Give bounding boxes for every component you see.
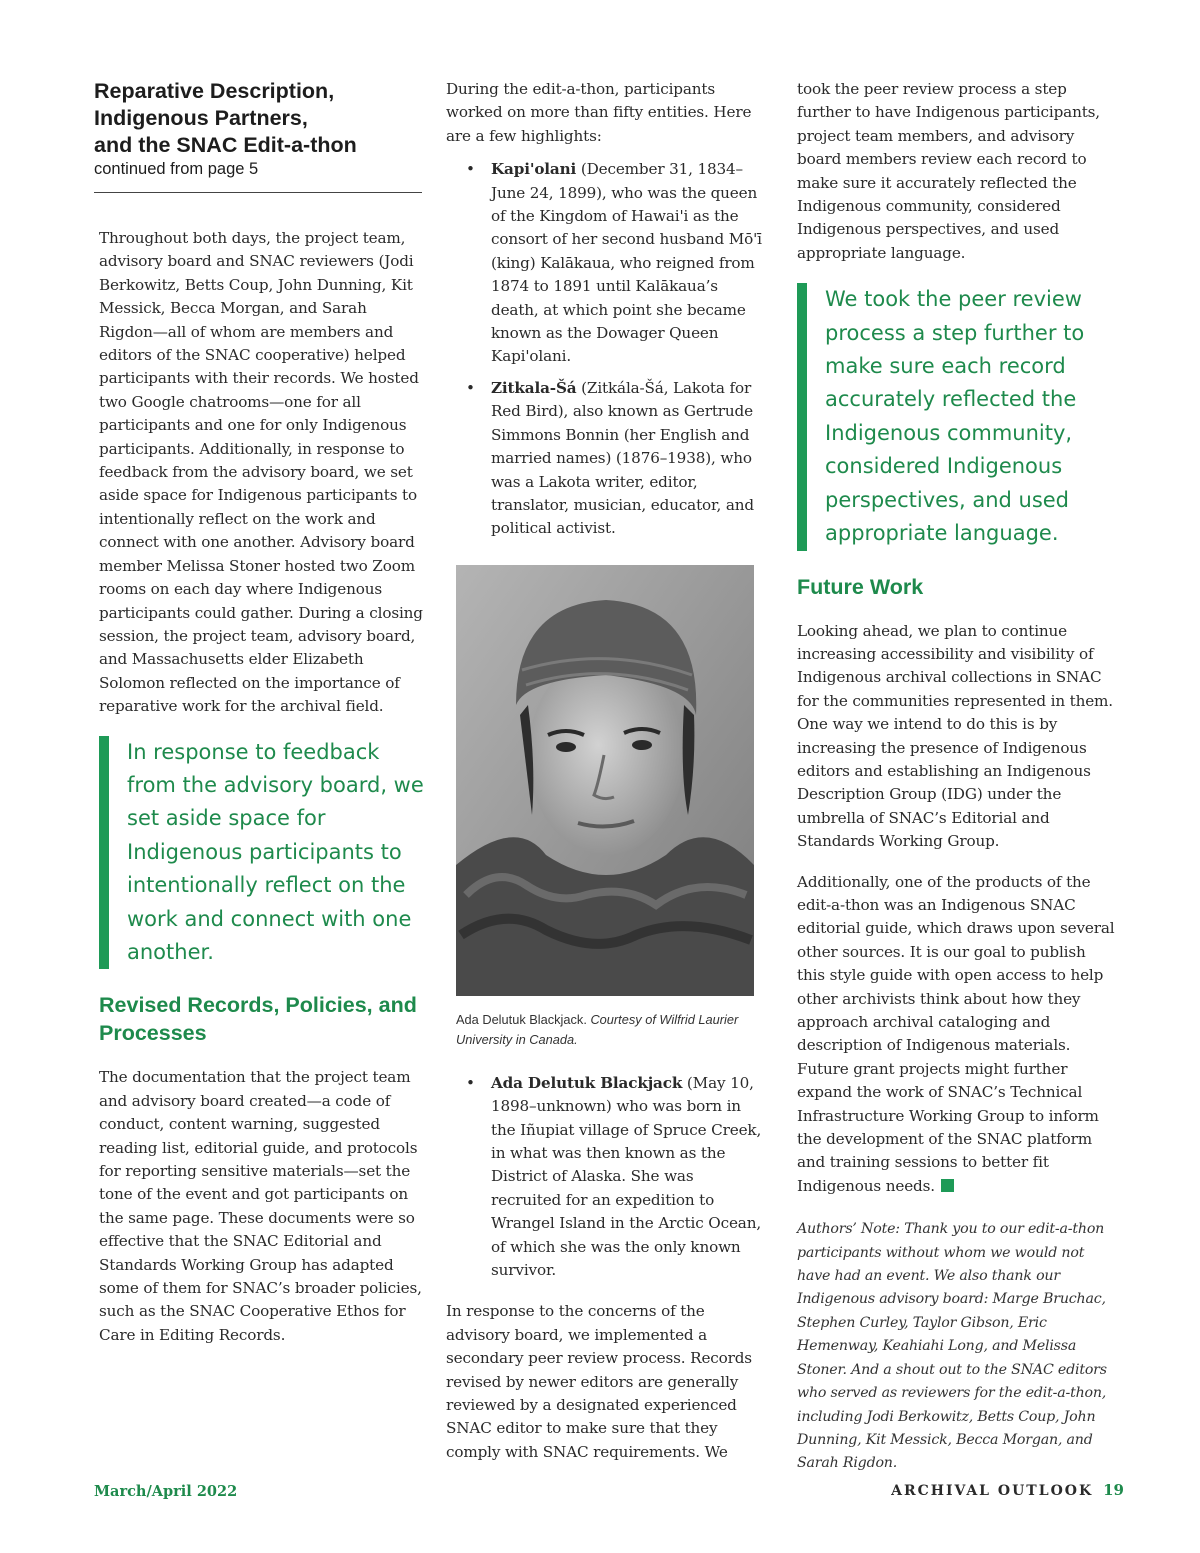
caption-text: Ada Delutuk Blackjack. [456,1011,591,1027]
pull-quote: We took the peer review process a step further to make sure each record accurately reflected the Indigenous community, considered Indigenous perspectives, and used appropriate language. [797,283,1115,550]
continued-note: continued from page 5 [94,160,259,178]
highlights-list [446,158,762,541]
bullet-icon: • [466,160,475,179]
issue-date: March/April 2022 [94,1483,238,1500]
section-heading: Future Work [797,574,924,599]
entity-name: Zitkala-Šá [491,378,577,397]
body-paragraph: Throughout both days, the project team, advisory board and SNAC reviewers (Jodi Berkowitz, Betts Coup, John Dunning, Kit Messick, Becca Morgan, and Sarah Rigdon—all of whom are members and editors of the SNAC cooperative) helped participants with their records. We hosted two Google chatrooms—one for all participants and one for only Indigenous participants. Additionally, in response to feedback from the advisory board, we set aside space for Indigenous participants to intentionally reflect on the work and connect with one another. Advisory board member Melissa Stoner hosted two Zoom rooms on each day where Indigenous participants could gather. During a closing session, the project team, advisory board, and Massachusetts elder Elizabeth Solomon reflected on the importance of reparative work for the archival field. [99,229,423,716]
list-item [446,377,762,541]
entity-description: (Zitkála-Šá, Lakota for Red Bird), also known as Gertrude Simmons Bonnin (her English and married names) (1876–1938), who was a Lakota writer, editor, translator, musician, educator, and political activist. [491,378,754,538]
title-line: and the SNAC Edit-a-thon [94,133,357,157]
pull-quote: In response to feedback from the advisory board, we set aside space for Indigenous participants to intentionally reflect on the work and connect with one another. [99,736,424,970]
caption-credit: Courtesy of Wilfrid Laurier University in Canada. [456,1011,739,1047]
body-paragraph: Looking ahead, we plan to continue increasing accessibility and visibility of Indigenous archival collections in SNAC for the communities represented in them. One way we intend to do this is by increasing the presence of Indigenous editors and establishing an Indigenous Description Group (IDG) under the umbrella of SNAC’s Editorial and Standards Working Group. [797,621,1113,851]
list-item [446,158,762,369]
entity-name: Ada Delutuk Blackjack [491,1073,683,1092]
title-line: Reparative Description, [94,79,335,103]
bullet-icon: • [466,378,475,397]
authors-note: Authors’ Note: Thank you to our edit-a-thon participants without whom we would not have had an event. We also thank our Indigenous advisory board: Marge Bruchac, Stephen Curley, Taylor Gibson, Eric Hemenway, Keahiahi Long, and Melissa Stoner. And a shout out to the SNAC editors who served as reviewers for the edit-a-thon, including Jodi Berkowitz, Betts Coup, John Dunning, Kit Messick, Becca Morgan, and Sarah Rigdon. [797,1221,1107,1472]
end-mark-icon [941,1179,954,1192]
column-1 [94,78,424,1364]
title-line: Indigenous Partners, [94,106,308,130]
body-paragraph: The documentation that the project team and advisory board created—a code of conduct, content warning, suggested reading list, editorial guide, and protocols for reporting sensitive materials—set the tone of the event and got participants on the same page. These documents were so effective that the SNAC Editorial and Standards Working Group has adapted some of them for SNAC’s broader policies, such as the SNAC Cooperative Ethos for Care in Editing Records. [99,1068,422,1344]
entity-description: (December 31, 1834–June 24, 1899), who was the queen of the Kingdom of Hawai'i as the consort of her second husband Mō'ī (king) Kalākaua, who reigned from 1874 to 1891 until Kalākaua’s death, at which point she became known as the Dowager Queen Kapi'olani. [491,160,762,366]
page-number: 19 [1103,1481,1124,1499]
body-paragraph: In response to the concerns of the advisory board, we implemented a secondary peer review process. Records revised by newer editors are generally reviewed by a designated experienced SNAC editor to make sure that they comply with SNAC requirements. We [446,1302,752,1461]
portrait-photo [456,565,754,996]
paragraph-text: Additionally, one of the products of the edit-a-thon was an Indigenous SNAC editorial guide, which draws upon several other sources. It is our goal to publish this style guide with open access to help other archivists think about how they approach archival cataloging and description of Indigenous materials. Future grant projects might further expand the work of SNAC’s Technical Infrastructure Working Group to inform the development of the SNAC platform and training sessions to better fit Indigenous needs. [797,872,1115,1195]
photo-caption [456,1010,762,1050]
bullet-icon: • [466,1073,475,1092]
body-paragraph: During the edit-a-thon, participants worked on more than fifty entities. Here are a few highlights: [446,80,752,145]
portrait-illustration [456,565,754,996]
entity-name: Kapi'olani [491,160,577,179]
section-heading: Revised Records, Policies, and Processes [99,993,417,1046]
publication-name: ARCHIVAL OUTLOOK [891,1483,1094,1499]
article-title [94,78,424,159]
publication-footer [891,1481,1124,1499]
list-item [446,1072,762,1283]
body-paragraph: took the peer review process a step further to have Indigenous participants, project team members, and advisory board members review each record to make sure it accurately reflected the Indigenous community, considered Indigenous perspectives, and used appropriate language. [797,80,1100,262]
column-3 [797,78,1115,1476]
highlights-list [446,1072,762,1283]
entity-description: (May 10, 1898–unknown) who was born in the Iñupiat village of Spruce Creek, in what was then known as the District of Alaska. She was recruited for an expedition to Wrangel Island in the Arctic Ocean, of which she was the only known survivor. [491,1073,762,1279]
body-paragraph [797,871,1115,1199]
column-2 [446,78,762,1481]
